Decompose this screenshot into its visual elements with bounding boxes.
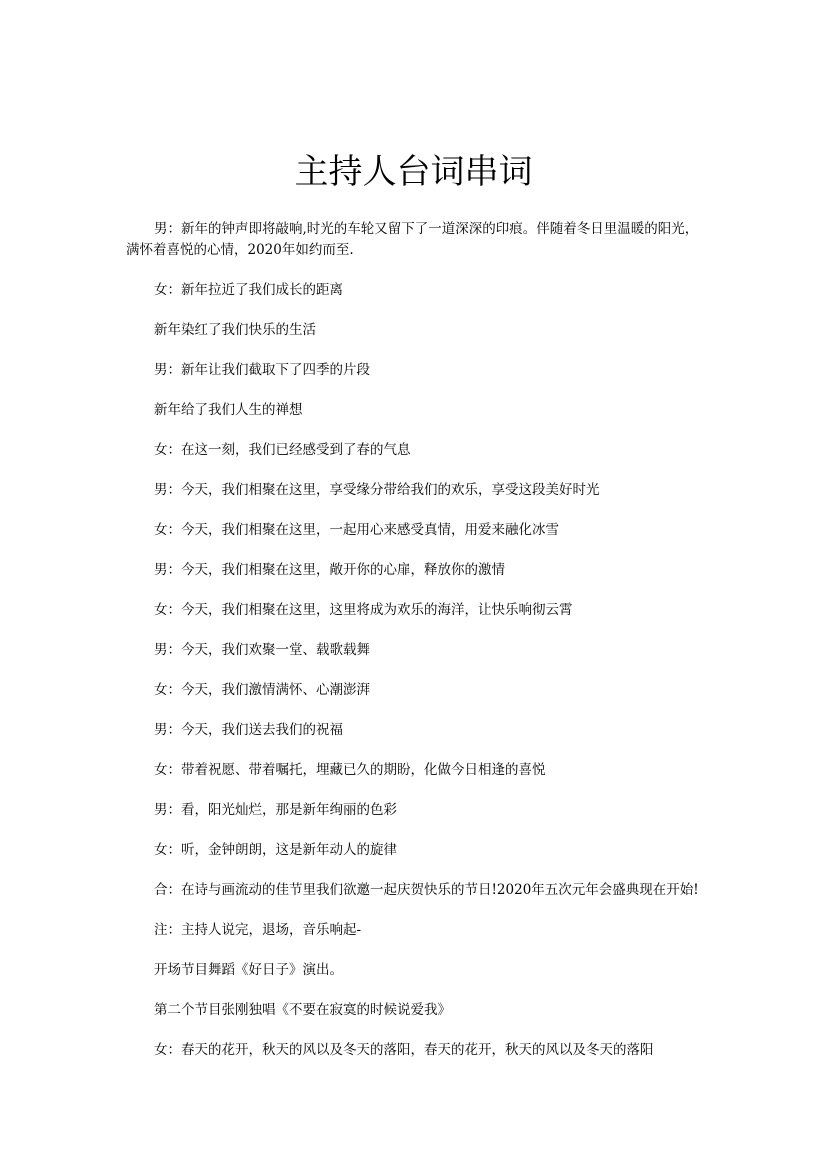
paragraph: 男：新年的钟声即将敲响,时光的车轮又留下了一道深深的印痕。伴随着冬日里温暖的阳光，满怀着喜悦的心情，2020年如约而至. xyxy=(126,221,699,258)
paragraph: 女：新年拉近了我们成长的距离 xyxy=(154,282,343,298)
paragraph: 女：在这一刻，我们已经感受到了春的气息 xyxy=(154,442,411,458)
paragraph: 男：今天，我们相聚在这里，享受缘分带给我们的欢乐，享受这段美好时光 xyxy=(154,482,600,498)
paragraph: 男：今天，我们欢聚一堂、载歌载舞 xyxy=(154,642,370,658)
paragraph: 女：今天，我们激情满怀、心潮澎湃 xyxy=(154,682,370,698)
paragraph: 男：今天，我们相聚在这里，敞开你的心扉，释放你的激情 xyxy=(154,562,505,578)
paragraph: 男：看，阳光灿烂，那是新年绚丽的色彩 xyxy=(154,802,397,818)
paragraph: 女：带着祝愿、带着嘱托，埋藏已久的期盼，化做今日相逢的喜悦 xyxy=(154,762,546,778)
document-title: 主持人台词串词 xyxy=(294,152,533,192)
paragraph: 开场节目舞蹈《好日子》演出。 xyxy=(154,962,343,978)
paragraph: 合：在诗与画流动的佳节里我们欲邀一起庆贺快乐的节日!2020年五次元年会盛典现在开始! xyxy=(154,882,699,898)
paragraph: 男：今天，我们送去我们的祝福 xyxy=(154,722,343,738)
paragraph: 新年染红了我们快乐的生活 xyxy=(154,322,316,338)
paragraph: 女：听，金钟朗朗，这是新年动人的旋律 xyxy=(154,842,397,858)
paragraph: 男：新年让我们截取下了四季的片段 xyxy=(154,362,370,378)
paragraph: 注：主持人说完，退场，音乐响起- xyxy=(154,922,362,938)
paragraph: 女：春天的花开，秋天的风以及冬天的落阳，春天的花开，秋天的风以及冬天的落阳 xyxy=(154,1042,654,1058)
paragraph: 女：今天，我们相聚在这里，一起用心来感受真情，用爱来融化冰雪 xyxy=(154,522,559,538)
paragraph: 女：今天，我们相聚在这里，这里将成为欢乐的海洋，让快乐响彻云霄 xyxy=(154,602,573,618)
paragraph: 第二个节目张刚独唱《不要在寂寞的时候说爱我》 xyxy=(154,1002,451,1018)
paragraph: 新年给了我们人生的禅想 xyxy=(154,402,303,418)
document-body xyxy=(126,219,704,1080)
